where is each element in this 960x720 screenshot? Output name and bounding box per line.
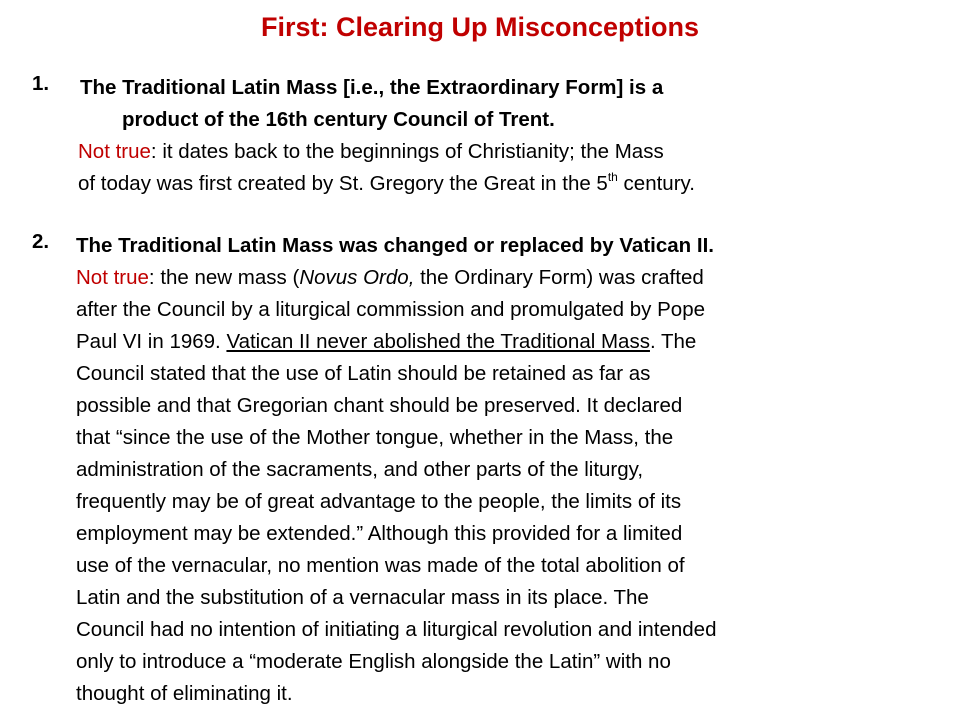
answer-line-10: use of the vernacular, no mention was made of the total abolition of: [76, 554, 685, 577]
superscript: th: [607, 170, 618, 184]
answer-text: century.: [617, 172, 695, 195]
claim-line-2: product of the 16th century Council of Trent.: [122, 108, 555, 131]
answer-text: : it dates back to the beginnings of Christianity; the Mass: [150, 140, 664, 163]
point-number: 2.: [32, 230, 50, 253]
answer-line-7: administration of the sacraments, and other parts of the liturgy,: [76, 458, 644, 481]
underlined-statement: Vatican II never abolished the Traditional Mass: [226, 330, 650, 353]
answer-line-13: only to introduce a “moderate English alongside the Latin” with no: [76, 650, 671, 673]
answer-line-2: [78, 168, 695, 200]
answer-line-9: employment may be extended.” Although this provided for a limited: [76, 522, 683, 545]
answer-line-11: Latin and the substitution of a vernacular mass in its place. The: [76, 586, 649, 609]
answer-line-5: possible and that Gregorian chant should be preserved. It declared: [76, 394, 683, 417]
verdict-label: Not true: [78, 140, 151, 163]
answer-line-1: [78, 136, 664, 168]
answer-line-12: Council had no intention of initiating a liturgical revolution and intended: [76, 618, 717, 641]
answer-text: the Ordinary Form) was crafted: [414, 266, 704, 289]
answer-line-2: after the Council by a liturgical commission and promulgated by Pope: [76, 298, 705, 321]
verdict-label: Not true: [76, 266, 149, 289]
answer-text: . The: [649, 330, 697, 353]
claim-line-1: The Traditional Latin Mass [i.e., the Extraordinary Form] is a: [80, 76, 664, 99]
italic-term: Novus Ordo,: [299, 266, 415, 289]
answer-line-3: [76, 326, 696, 358]
answer-text: Paul VI in 1969.: [76, 330, 227, 353]
slide-title: First: Clearing Up Misconceptions: [260, 12, 700, 42]
point-number: 1.: [32, 72, 50, 95]
claim-line: The Traditional Latin Mass was changed or replaced by Vatican II.: [76, 234, 714, 257]
answer-text: : the new mass (: [148, 266, 300, 289]
answer-text: of today was first created by St. Gregory the Great in the 5: [78, 172, 608, 195]
answer-line-8: frequently may be of great advantage to the people, the limits of its: [76, 490, 682, 513]
answer-line-1: [76, 262, 704, 294]
answer-line-14: thought of eliminating it.: [76, 682, 293, 705]
answer-line-4: Council stated that the use of Latin should be retained as far as: [76, 362, 651, 385]
answer-line-6: that “since the use of the Mother tongue, whether in the Mass, the: [76, 426, 674, 449]
